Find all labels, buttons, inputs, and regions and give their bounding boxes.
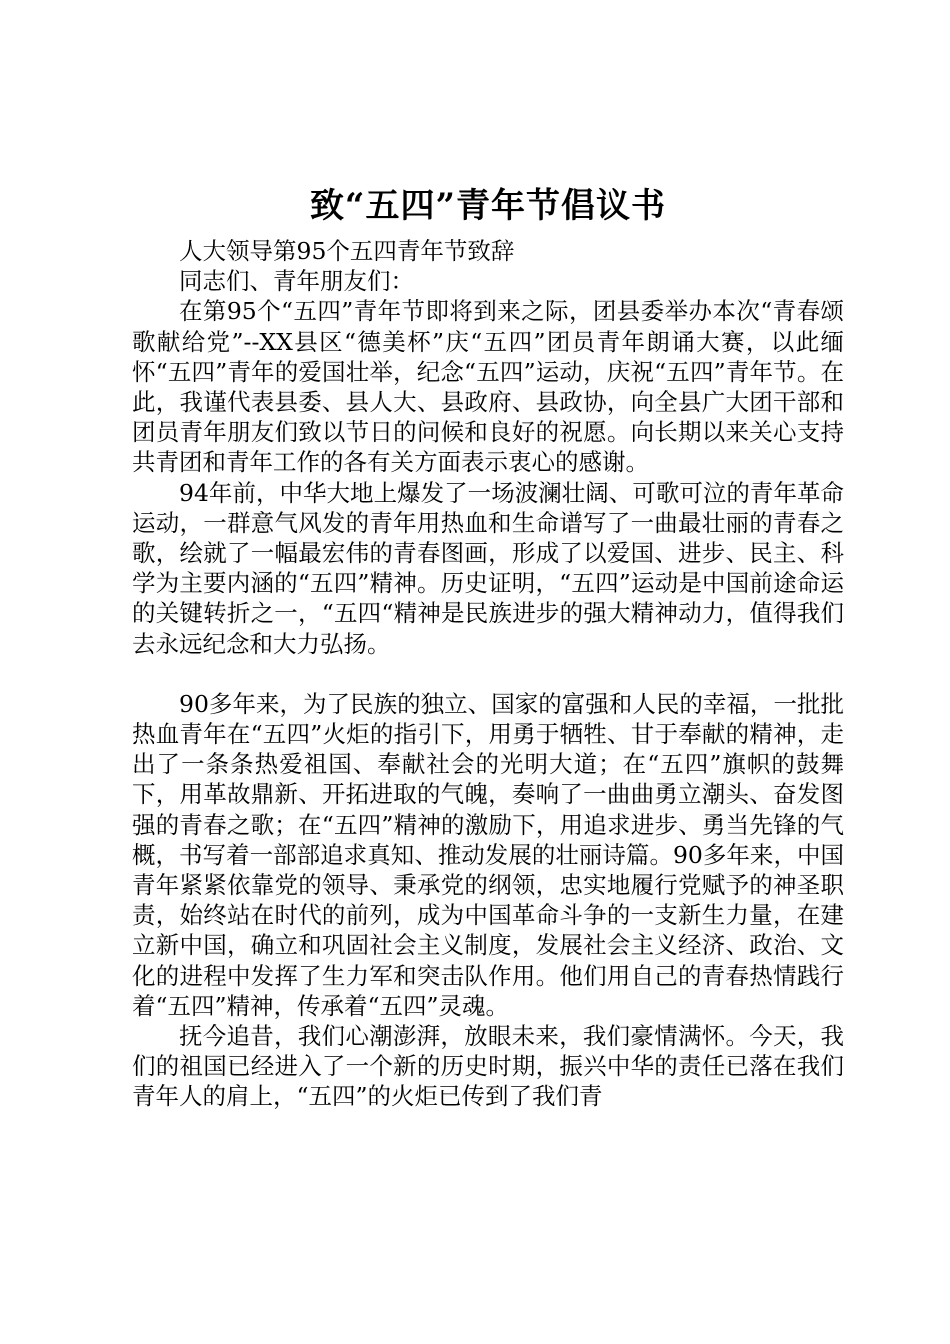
body-paragraph: 在第95个“五四”青年节即将到来之际，团县委举办本次“青春颂歌献给党”--XX县区“德美杯”庆“五四”团员青年朗诵大赛，以此缅怀“五四”青年的爱国壮举，纪念“五四”运动，庆祝“五四”青年节。在此，我谨代表县委、县人大、县政府、县政协，向全县广大团干部和团员青年朋友们致以节日的问候和良好的祝愿。向长期以来关心支持共青团和青年工作的各有关方面表示衷心的感谢。	[132, 297, 844, 477]
paragraph-spacer	[132, 659, 844, 689]
document-title: 致“五四”青年节倡议书	[309, 186, 667, 226]
body-paragraph: 抚今追昔，我们心潮澎湃，放眼未来，我们豪情满怀。今天，我们的祖国已经进入了一个新的历史时期，振兴中华的责任已落在我们青年人的肩上，“五四”的火炬已传到了我们青	[132, 1022, 844, 1111]
subtitle-paragraph: 人大领导第95个五四青年节致辞	[179, 237, 515, 265]
document-body	[132, 236, 844, 1112]
body-paragraph: 94年前，中华大地上爆发了一场波澜壮阔、可歌可泣的青年革命运动，一群意气风发的青年用热血和生命谱写了一曲最壮丽的青春之歌，绘就了一幅最宏伟的青春图画，形成了以爱国、进步、民主、科学为主要内涵的“五四”精神。历史证明，“五四”运动是中国前途命运的关键转折之一，“五四“精神是民族进步的强大精神动力，值得我们去永远纪念和大力弘扬。	[132, 478, 844, 658]
body-paragraph: 90多年来，为了民族的独立、国家的富强和人民的幸福，一批批热血青年在“五四”火炬的指引下，用勇于牺牲、甘于奉献的精神，走出了一条条热爱祖国、奉献社会的光明大道；在“五四”旗帜的鼓舞下，用革故鼎新、开拓进取的气魄，奏响了一曲曲勇立潮头、奋发图强的青春之歌；在“五四”精神的激励下，用追求进步、勇当先锋的气概，书写着一部部追求真知、推动发展的壮丽诗篇。90多年来，中国青年紧紧依靠党的领导、秉承党的纲领，忠实地履行党赋予的神圣职责，始终站在时代的前列，成为中国革命斗争的一支新生力量，在建立新中国，确立和巩固社会主义制度，发展社会主义经济、政治、文化的进程中发挥了生力军和突击队作用。他们用自己的青春热情践行着“五四”精神，传承着“五四”灵魂。	[132, 689, 844, 1020]
salutation-paragraph: 同志们、青年朋友们：	[179, 267, 414, 296]
